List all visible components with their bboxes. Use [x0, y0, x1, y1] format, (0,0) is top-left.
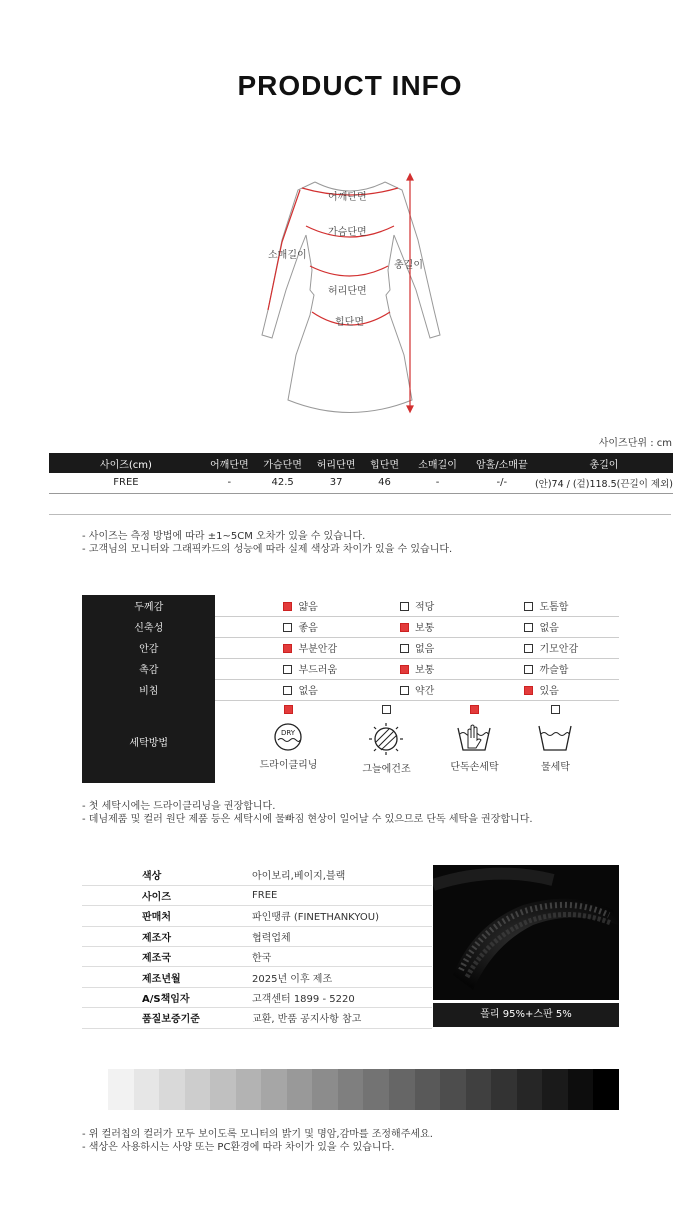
checkbox-empty-icon [382, 705, 391, 714]
gray-swatch [261, 1069, 287, 1110]
feel-option [484, 637, 619, 658]
info-row [82, 987, 432, 1007]
checkbox-checked-icon [470, 705, 479, 714]
checkbox-checked-icon [283, 602, 292, 611]
note-line: - 색상은 사용하시는 사양 또는 PC환경에 따라 차이가 있을 수 있습니다. [82, 1142, 395, 1153]
feel-option-label: 부드러움 [298, 665, 338, 676]
label-sleeve: 소매길이 [268, 250, 307, 261]
feel-option [350, 616, 485, 637]
info-row [82, 926, 432, 946]
info-value: 파인땡큐 (FINETHANKYOU) [252, 906, 432, 926]
note-line: - 첫 세탁시에는 드라이클리닝을 권장합니다. [82, 801, 276, 812]
checkbox-empty-icon [283, 623, 292, 632]
checkbox-empty-icon [283, 686, 292, 695]
cell-armhole: -/- [469, 473, 535, 493]
feel-row [82, 658, 619, 679]
info-value: 고객센터 1899 - 5220 [252, 987, 432, 1007]
info-key: 품질보증기준 [82, 1008, 252, 1028]
cell-hip: 46 [363, 473, 407, 493]
checkbox-empty-icon [400, 686, 409, 695]
checkbox-empty-icon [524, 644, 533, 653]
checkbox-empty-icon [524, 623, 533, 632]
label-total-length: 총길이 [394, 260, 423, 271]
wash-item [520, 705, 590, 773]
info-value: 2025년 이후 제조 [252, 967, 432, 987]
gray-swatch [542, 1069, 568, 1110]
checkbox-checked-icon [283, 644, 292, 653]
col-total: 총길이 [535, 453, 673, 473]
size-table [49, 453, 673, 494]
label-shoulder: 어깨단면 [328, 192, 367, 203]
col-chest: 가슴단면 [256, 453, 310, 473]
checkbox-checked-icon [524, 686, 533, 695]
feel-row-label: 비침 [82, 679, 215, 700]
note-line: - 고객님의 모니터와 그래픽카드의 성능에 따라 실제 색상과 차이가 있을 수 있습니다. [82, 544, 453, 555]
table-row [49, 473, 673, 493]
gray-swatch [363, 1069, 389, 1110]
feel-option [215, 637, 350, 658]
gray-swatch [312, 1069, 338, 1110]
gray-swatch [210, 1069, 236, 1110]
note-line: - 사이즈는 측정 방법에 따라 ±1~5CM 오차가 있을 수 있습니다. [82, 531, 366, 542]
wash-item [351, 705, 421, 775]
info-value: 한국 [252, 947, 432, 967]
product-info-table [82, 865, 432, 1029]
cell-sleeve: - [406, 473, 468, 493]
checkbox-empty-icon [551, 705, 560, 714]
wash-item [253, 705, 323, 771]
wash-item [439, 705, 509, 773]
gray-swatch [287, 1069, 313, 1110]
info-key: 사이즈 [82, 885, 252, 905]
hand-wash-icon [439, 722, 509, 754]
note-line: - 위 컬러칩의 컬러가 모두 보이도록 모니터의 밝기 및 명암,감마를 조정해주세요. [82, 1129, 433, 1140]
shade-dry-icon [351, 722, 421, 756]
feel-option-label: 없음 [539, 623, 559, 634]
feel-option-label: 보통 [414, 665, 435, 676]
wash-item-label: 단독손세탁 [450, 761, 499, 773]
feel-option-label: 부분안감 [298, 644, 338, 655]
checkbox-checked-icon [400, 665, 409, 674]
gray-swatch [568, 1069, 594, 1110]
checkbox-checked-icon [284, 705, 293, 714]
cell-waist: 37 [310, 473, 363, 493]
feel-option [215, 595, 350, 616]
size-table-header [49, 453, 673, 473]
fabric-image [433, 865, 619, 1000]
feel-row-label: 두께감 [82, 595, 215, 616]
checkbox-checked-icon [400, 623, 409, 632]
wash-item-label: 드라이클리닝 [259, 759, 318, 771]
label-hip: 힙단면 [335, 317, 364, 328]
checkbox-empty-icon [283, 665, 292, 674]
feel-row-label: 촉감 [82, 658, 215, 679]
feel-option [350, 595, 485, 616]
gray-swatch [491, 1069, 517, 1110]
gray-swatch [134, 1069, 160, 1110]
gray-swatch [593, 1069, 619, 1110]
cell-total: (안)74 / (겉)118.5(끈길이 제외) [535, 473, 673, 493]
wash-row-label: 세탁방법 [82, 700, 215, 783]
checkbox-empty-icon [400, 644, 409, 653]
note-line: - 데님제품 및 컬러 원단 제품 등은 세탁시에 물빠짐 현상이 일어날 수 있으므로 단독 세탁을 권장합니다. [82, 814, 533, 825]
feel-option-label: 보통 [414, 623, 435, 634]
cell-size: FREE [49, 473, 203, 493]
info-row [82, 1008, 432, 1028]
water-wash-icon [520, 722, 590, 754]
wash-row [82, 700, 619, 783]
feel-option [484, 616, 619, 637]
info-value: FREE [252, 885, 432, 905]
label-waist: 허리단면 [328, 286, 367, 297]
info-key: 제조년월 [82, 967, 252, 987]
feel-option-label: 약간 [414, 686, 435, 697]
col-shoulder: 어깨단면 [203, 453, 256, 473]
feel-option-label: 좋음 [298, 623, 318, 634]
feel-option-label: 기모안감 [539, 644, 579, 655]
feel-option-label: 적당 [414, 601, 435, 613]
info-value: 협력업체 [252, 926, 432, 946]
feel-option [350, 658, 485, 679]
info-key: 제조자 [82, 926, 252, 946]
gray-swatch [389, 1069, 415, 1110]
info-row [82, 906, 432, 926]
col-hip: 힙단면 [363, 453, 407, 473]
feel-option-label: 얇음 [298, 601, 318, 613]
dress-diagram [240, 160, 470, 430]
col-waist: 허리단면 [310, 453, 363, 473]
feel-option [350, 679, 485, 700]
info-key: A/S책임자 [82, 987, 252, 1007]
info-row [82, 967, 432, 987]
wash-item-label: 물세탁 [540, 761, 570, 773]
feel-row-label: 안감 [82, 637, 215, 658]
feel-option-label: 도톰함 [539, 601, 569, 613]
info-value: 교환, 반품 공지사항 참고 [252, 1008, 432, 1028]
color-notes [82, 1128, 433, 1154]
info-key: 제조국 [82, 947, 252, 967]
size-notes [82, 530, 452, 556]
gray-swatch [108, 1069, 134, 1110]
feel-row-label: 신축성 [82, 616, 215, 637]
gray-swatch [185, 1069, 211, 1110]
col-size: 사이즈(cm) [49, 453, 203, 473]
info-row [82, 947, 432, 967]
feel-row [82, 595, 619, 616]
col-sleeve: 소매길이 [406, 453, 468, 473]
gray-swatch [440, 1069, 466, 1110]
gray-swatch [338, 1069, 364, 1110]
checkbox-empty-icon [524, 602, 533, 611]
dry-clean-icon [253, 722, 323, 752]
feel-option [215, 679, 350, 700]
feel-option [484, 658, 619, 679]
feel-option [484, 679, 619, 700]
feel-option-label: 없음 [414, 644, 435, 655]
fabric-texture [433, 865, 619, 1000]
feel-option-label: 까슬함 [539, 665, 569, 676]
feel-row [82, 637, 619, 658]
info-row [82, 865, 432, 885]
gray-swatch [517, 1069, 543, 1110]
checkbox-empty-icon [524, 665, 533, 674]
feel-option [215, 616, 350, 637]
feel-option [484, 595, 619, 616]
gray-swatch [415, 1069, 441, 1110]
feel-option [215, 658, 350, 679]
feel-option-label: 있음 [539, 686, 559, 697]
info-key: 색상 [82, 865, 252, 885]
grayscale-chart [108, 1069, 619, 1110]
wash-cells [215, 700, 619, 783]
feel-table [82, 595, 619, 783]
cell-chest: 42.5 [256, 473, 310, 493]
dry-clean-icon-text: DRY [281, 728, 296, 737]
feel-row [82, 616, 619, 637]
info-key: 판매처 [82, 906, 252, 926]
info-value: 아이보리,베이지,블랙 [252, 865, 432, 885]
col-armhole: 암홀/소매끝 [469, 453, 535, 473]
wash-notes [82, 800, 533, 826]
gray-swatch [236, 1069, 262, 1110]
size-unit: 사이즈단위 : cm [598, 438, 672, 449]
label-chest: 가슴단면 [328, 227, 367, 238]
wash-item-label: 그늘에건조 [362, 763, 411, 775]
page-title: PRODUCT INFO [237, 70, 463, 101]
feel-option-label: 없음 [298, 686, 318, 697]
info-row [82, 885, 432, 905]
gray-swatch [466, 1069, 492, 1110]
feel-row [82, 679, 619, 700]
divider [49, 514, 671, 515]
checkbox-empty-icon [400, 602, 409, 611]
feel-option [350, 637, 485, 658]
gray-swatch [159, 1069, 185, 1110]
cell-shoulder: - [203, 473, 256, 493]
fabric-caption: 폴리 95%+스판 5% [433, 1003, 619, 1027]
